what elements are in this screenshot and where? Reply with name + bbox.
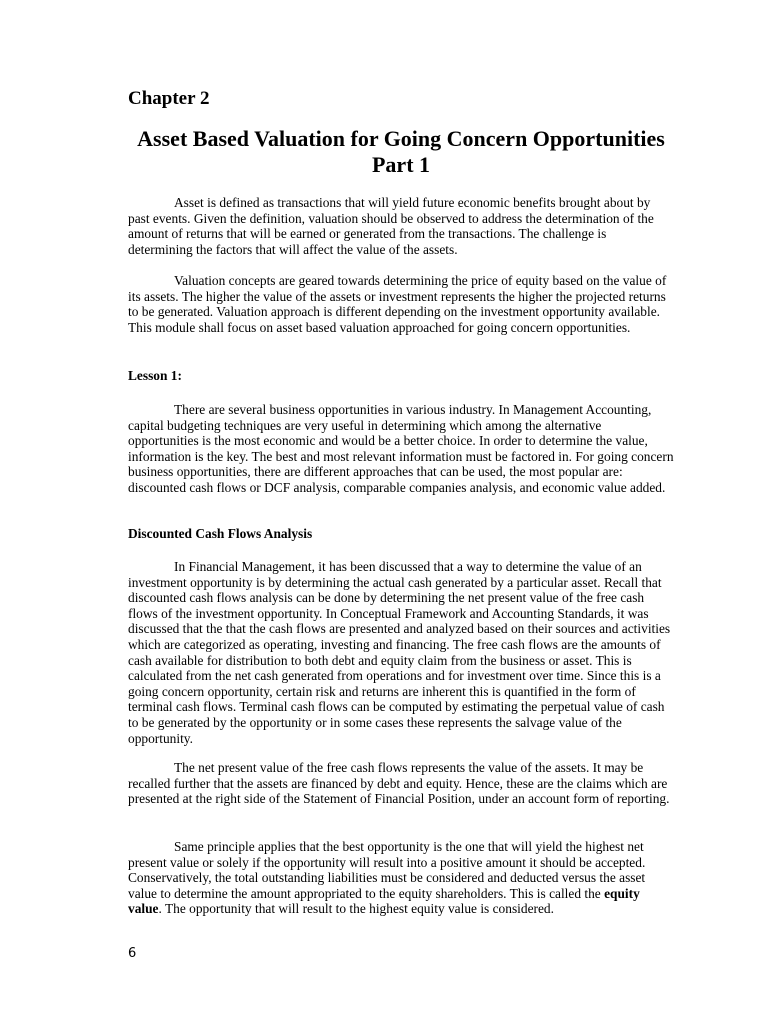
intro-paragraph-1: Asset is defined as transactions that will yield future economic benefits brought about by past events. Given the definition, valuation should be observed to address the determination of the amount of returns that will be earned or generated from the transactions. The challenge is determining the factors that will affect the value of the assets. — [128, 195, 654, 257]
dcf-paragraph-2: The net present value of the free cash flows represents the value of the assets. It may be recalled further that the assets are financed by debt and equity. Hence, these are the claims which are presented at the right side of the Statement of Financial Position, under an account form of reporting. — [128, 760, 670, 807]
equity-text-after: . The opportunity that will result to the highest equity value is considered. — [158, 901, 554, 917]
chapter-title: Asset Based Valuation for Going Concern Opportunities Part 1 — [137, 126, 665, 177]
lesson-paragraph: There are several business opportunities in various industry. In Management Accounting, capital budgeting techniques are very useful in determining which among the alternative opportunities is the most economic and would be a better choice. In order to determine the value, information is the key. The best and most relevant information must be factored in. For going concern business opportunities, there are different approaches that can be used, the most popular are: discounted cash flows or DCF analysis, comparable companies analysis, and economic value added. — [128, 402, 674, 495]
dcf-paragraph-3 — [128, 839, 674, 917]
equity-text-before: Same principle applies that the best opportunity is the one that will yield the highest net present value or solely if the opportunity will result into a positive amount it should be accepted. Conservatively, the total outstanding liabilities must be considered and deducted versus the asset value to determine the amount appropriated to the equity shareholders. This is called the — [128, 839, 646, 901]
equity-value-term: equity value — [128, 885, 640, 917]
dcf-paragraph-1: In Financial Management, it has been discussed that a way to determine the value of an investment opportunity is by determining the actual cash generated by a particular asset. Recall that discounted cash flows analysis can be done by determining the net present value of the free cash flows of the investment opportunity. In Conceptual Framework and Accounting Standards, it was discussed that the that the cash flows are presented and analyzed based on their sources and activities which are categorized as operating, investing and financing. The free cash flows are the amounts of cash available for distribution to both debt and equity claim from the business or asset. This is calculated from the net cash generated from operations and for investment over time. Since this is a going concern opportunity, certain risk and returns are inherent this is quantified in the form of terminal cash flows. Terminal cash flows can be computed by estimating the perpetual value of cash to be generated by the opportunity or in some cases these represents the salvage value of the opportunity. — [128, 559, 671, 746]
dcf-heading: Discounted Cash Flows Analysis — [128, 526, 313, 541]
intro-paragraph-2: Valuation concepts are geared towards determining the price of equity based on the value of its assets. The higher the value of the assets or investment represents the higher the projected returns to be generated. Valuation approach is different depending on the investment opportunity available. This module shall focus on asset based valuation approached for going concern opportunities. — [128, 273, 667, 335]
page-number: 6 — [128, 946, 137, 961]
chapter-label: Chapter 2 — [128, 88, 210, 109]
lesson-heading: Lesson 1: — [128, 368, 182, 383]
